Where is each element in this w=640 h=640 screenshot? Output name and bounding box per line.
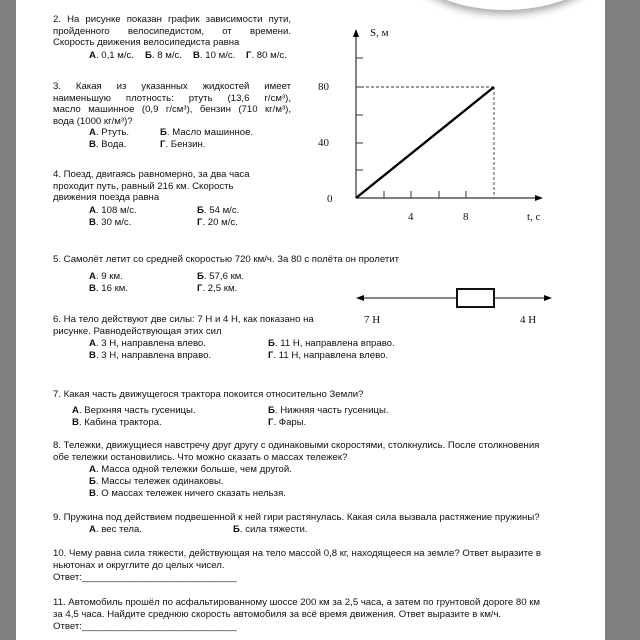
option-letter: Г [268,417,274,428]
question-6-line: рисунке. Равнодействующая этих сил [53,325,222,337]
option-text: . 16 км. [95,283,129,294]
option-letter: Г [160,139,166,150]
question-4-line: проходит путь, равный 216 км. Скорость [53,180,234,192]
question-9-line: 9. Пружина под действием подвешенной к ней гири растянулась. Какая сила вызвала растяжение пружины? [53,512,540,523]
option-text: . 30 м/с. [95,217,132,228]
question-3-line: 3. Какая из указанных жидкостей имеет [53,81,291,92]
question-11-line: 11. Автомобиль прошёл по асфальтированному шоссе 200 км за 2,5 часа, а затем по грунтовой дороге 80 км [53,597,541,608]
option-letter: А [89,127,96,138]
option-text: . О массах тележек ничего сказать нельзя. [95,488,286,499]
question-7-line: 7. Какая часть движущегося трактора покоится относительно Земли? [53,389,364,400]
force-left-label: 7 Н [364,314,381,326]
option-text: . 54 м/с. [203,205,240,216]
question-10-line: ньютонах и округлите до целых чисел. [53,559,225,571]
option-text: . 11 Н, направлена вправо. [274,338,395,349]
question-6-line: 6. На тело действуют две силы: 7 Н и 4 Н, как показано на [53,314,314,325]
question-10-line: 10. Чему равна сила тяжести, действующая на тело массой 0,8 кг, находящееся на земле? Ответ выразите в [53,548,541,559]
option-text: . 57,6 км. [203,271,245,282]
option-text: . Бензин. [165,139,206,150]
graph-y-tick-80: 80 [318,81,329,93]
option-letter: Б [268,338,275,349]
option-letter: Б [160,127,167,138]
option-text: . 3 Н, направлена вправо. [95,350,212,361]
left-arrow-icon [356,295,364,301]
option-text: . 80 м/с. [251,50,287,61]
question-5-line: 5. Самолёт летит со средней скоростью 720 км/ч. За 80 с полёта он пролетит [53,254,400,265]
graph-y-tick-40: 40 [318,137,329,149]
question-11-line: за 4,5 часа. Найдите среднюю скорость автомобиля за всё время движения. Ответ выразите в км/ч. [53,608,502,620]
graph-x-tick-4: 4 [408,211,414,223]
question-3-line: вода (1000 кг/м³)? [53,115,133,127]
option-text: . вес тела. [95,524,142,535]
option-text: . Нижняя часть гусеницы. [274,405,389,416]
question-8-line: обе тележки остановились. Что можно сказать о массах тележек? [53,451,348,463]
option-letter: В [89,350,96,361]
force-right-label: 4 Н [520,314,537,326]
option-letter: Б [197,205,204,216]
graph-y-axis-label: S, м [370,27,389,39]
question-3-line: масло машинное (0,9 г/см³), бензин (710 кг/м³), [53,104,291,116]
option-letter: Б [89,476,96,487]
option-letter: В [72,417,79,428]
option-text: . Фары. [273,417,307,428]
option-text: . Масса одной тележки больше, чем другой. [95,464,292,475]
question-8-line: 8. Тележки, движущиеся навстречу друг другу с одинаковыми скоростями, столкнулись. После столкновения [53,440,540,451]
option-letter: Г [268,350,274,361]
option-text: . Верхняя часть гусеницы. [78,405,196,416]
q11-answer-field[interactable]: Ответ:_____________________________ [53,621,237,632]
right-arrow-icon [544,295,552,301]
option-letter: А [89,464,96,475]
option-text: . 10 м/с. [199,50,236,61]
option-letter: А [89,205,96,216]
option-text: . сила тяжести. [239,524,308,535]
question-2-line: 2. На рисунке показан график зависимости пути, [53,14,291,25]
graph-y-tick-0: 0 [327,193,333,205]
option-letter: В [89,139,96,150]
option-text: . 11 Н, направлена влево. [273,350,389,361]
question-2-line: пройденного велосипедистом, от времени. [53,25,291,37]
option-letter: А [89,524,96,535]
q10-answer-field[interactable]: Ответ:_____________________________ [53,572,237,583]
option-text: . 8 м/с. [151,50,182,61]
option-text: . 2,5 км. [202,283,238,294]
question-4-line: 4. Поезд, двигаясь равномерно, за два часа [53,169,250,180]
option-text: . Кабина трактора. [78,417,162,428]
option-letter: Б [268,405,275,416]
option-letter: А [72,405,79,416]
option-text: . Масло машинное. [166,127,254,138]
option-letter: А [89,271,96,282]
option-text: . 0,1 м/с. [95,50,134,61]
option-letter: Г [197,283,203,294]
option-letter: Г [246,50,252,61]
option-letter: Б [145,50,152,61]
option-text: . 3 Н, направлена влево. [95,338,206,349]
question-4-line: движения поезда равна [53,192,160,204]
option-text: . 108 м/с. [95,205,137,216]
option-text: . Ртуть. [95,127,130,138]
option-letter: В [89,488,96,499]
option-text: . Массы тележек одинаковы. [95,476,224,487]
option-text: . Вода. [95,139,127,150]
option-letter: Б [197,271,204,282]
option-letter: А [89,50,96,61]
option-letter: А [89,338,96,349]
question-2-line: Скорость движения велосипедиста равна [53,37,240,49]
graph-x-axis-label: t, с [527,211,541,223]
option-text: . 9 км. [95,271,123,282]
option-letter: В [89,217,96,228]
graph-x-tick-8: 8 [463,211,469,223]
question-3-line: наименьшую плотность: ртуть (13,6 г/см³), [53,92,291,104]
option-letter: В [193,50,200,61]
option-letter: В [89,283,96,294]
option-letter: Б [233,524,240,535]
option-text: . 20 м/с. [202,217,238,228]
option-letter: Г [197,217,203,228]
